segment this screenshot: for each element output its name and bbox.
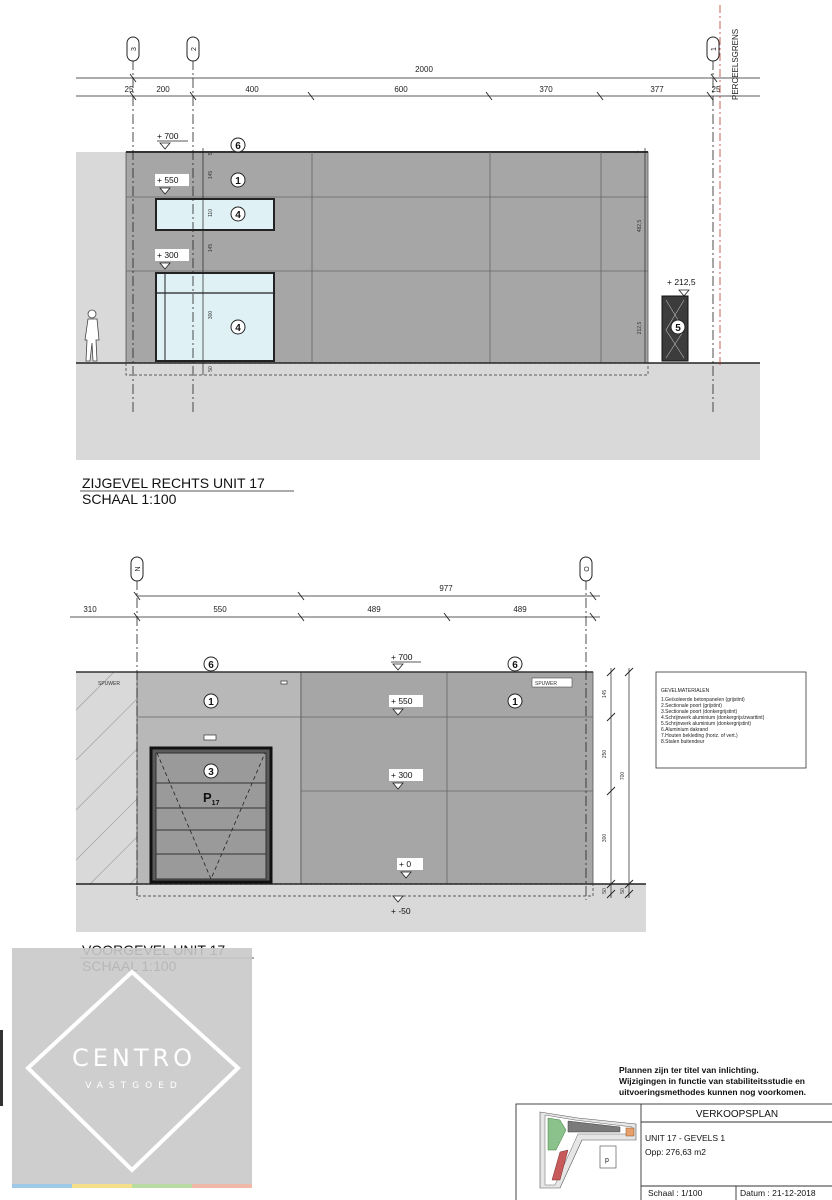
vdim-label: 250 — [602, 749, 608, 759]
svg-text:+ -50: + -50 — [391, 906, 411, 916]
vdim-label: 50 — [620, 888, 626, 894]
svg-text:4: 4 — [235, 210, 241, 221]
title-block-unit: UNIT 17 - GEVELS 1 — [645, 1133, 726, 1143]
legend-item: 4.Schrijnwerk aluminium (donkergrijs/zwarttint) — [661, 715, 765, 721]
dim-label: 370 — [539, 85, 553, 94]
svg-text:4: 4 — [235, 323, 241, 334]
dim-label: 200 — [156, 85, 170, 94]
legend-item: 5.Schrijnwerk aluminium (donkergrijstint) — [661, 721, 752, 727]
svg-text:+ 212,5: + 212,5 — [667, 277, 696, 287]
material-callout — [508, 694, 522, 708]
upper-window — [156, 199, 274, 230]
svg-text:+ 550: + 550 — [391, 696, 413, 706]
title-block — [516, 1104, 832, 1200]
mini-map-label: p — [605, 1157, 609, 1164]
material-callout — [204, 764, 218, 778]
title-block-scale: Schaal : 1/100 — [648, 1188, 703, 1198]
svg-text:6: 6 — [235, 141, 241, 152]
svg-text:1: 1 — [711, 47, 718, 51]
elevation-right — [76, 5, 760, 507]
material-callout — [671, 320, 685, 334]
spouwer-label: SPUWER — [535, 681, 557, 687]
lower-window — [156, 273, 274, 361]
grid-bubble — [707, 37, 719, 61]
title-block-heading: VERKOOPSPLAN — [695, 1109, 779, 1120]
dim-label: 489 — [367, 605, 381, 614]
svg-text:O: O — [584, 566, 591, 572]
watermark-brand: CENTRO — [71, 1044, 197, 1072]
material-callout — [231, 173, 245, 187]
watermark-sub: VASTGOED — [85, 1081, 183, 1091]
svg-text:+ 700: + 700 — [157, 131, 179, 141]
vdim-label: 5 — [635, 150, 641, 154]
vdim-label: 5 — [208, 152, 214, 156]
centro-watermark — [12, 948, 252, 1188]
svg-text:3: 3 — [208, 767, 214, 778]
lamp-fixture — [204, 735, 216, 740]
vdim-label: 110 — [208, 209, 214, 217]
watermark-stripe — [12, 1184, 72, 1188]
svg-text:Plannen zijn ter titel van inl: Plannen zijn ter titel van inlichting. — [619, 1065, 759, 1075]
hatched-neighbour — [76, 672, 137, 884]
watermark-stripe — [132, 1184, 192, 1188]
level-marker — [391, 652, 421, 670]
svg-text:3: 3 — [131, 47, 138, 51]
legend-item: 8.Stalen buitendeur — [661, 739, 705, 745]
dim-total-label: 977 — [439, 584, 453, 593]
material-callout — [508, 657, 522, 671]
level-marker — [665, 276, 707, 296]
material-callout — [231, 320, 245, 334]
dim-label: 377 — [650, 85, 664, 94]
svg-text:1: 1 — [208, 697, 214, 708]
watermark-stripe — [192, 1184, 252, 1188]
svg-text:6: 6 — [512, 660, 518, 671]
vdim-label: 50 — [602, 888, 608, 894]
dim-label: 25 — [124, 85, 134, 94]
vdim-label: 482,5 — [637, 219, 643, 233]
svg-text:+ 300: + 300 — [157, 250, 179, 260]
grid-bubble — [131, 557, 143, 581]
legend-item: 3.Sectionale poort (donkergrijstint) — [661, 709, 738, 715]
level-marker — [157, 131, 188, 149]
grid-bubble — [127, 37, 139, 61]
elevation-front — [70, 557, 806, 974]
dim-label: 550 — [213, 605, 227, 614]
title-block-date: Datum : 21-12-2018 — [740, 1188, 816, 1198]
svg-text:1: 1 — [512, 697, 518, 708]
svg-text:+ 550: + 550 — [157, 175, 179, 185]
disclaimer-note — [619, 1065, 806, 1097]
material-callout — [204, 657, 218, 671]
grid-bubble — [187, 37, 199, 61]
ground-area-right — [76, 363, 760, 460]
vdim-label: 300 — [602, 833, 608, 843]
vdim-label: 212,5 — [637, 321, 643, 335]
dim-total-label: 2000 — [415, 65, 433, 74]
ground-area-front — [76, 884, 646, 932]
vdim-label: 700 — [620, 771, 626, 781]
dim-label: 489 — [513, 605, 527, 614]
svg-text:+ 0: + 0 — [399, 859, 412, 869]
svg-text:N: N — [135, 566, 142, 572]
svg-text:6: 6 — [208, 660, 214, 671]
svg-text:Wijzigingen in functie van sta: Wijzigingen in functie van stabiliteitsstudie en — [619, 1076, 805, 1086]
elevation-right-scale: SCHAAL 1:100 — [82, 491, 177, 507]
svg-text:+ 700: + 700 — [391, 652, 413, 662]
material-callout — [231, 138, 245, 152]
spouwer-label: SPUWER — [98, 681, 120, 687]
materials-legend — [656, 672, 806, 768]
legend-item: 1.Geïsoleerde betonpanelen (grijstint) — [661, 697, 745, 703]
svg-text:2: 2 — [191, 47, 198, 51]
neighbour-wall — [76, 152, 126, 363]
svg-text:1: 1 — [235, 176, 241, 187]
door-label: $P_{17}$ — [203, 790, 220, 807]
material-callout — [204, 694, 218, 708]
title-block-area: Opp: 276,63 m2 — [645, 1147, 706, 1157]
legend-heading: GEVELMATERIALEN — [661, 688, 710, 694]
watermark-stripe — [72, 1184, 132, 1188]
vdim-label: 50 — [208, 366, 214, 372]
vent-fixture — [281, 681, 287, 684]
perceelsgrens-label: PERCEELSGRENS — [731, 28, 740, 100]
dim-label: 310 — [83, 605, 97, 614]
dim-label: 25 — [711, 85, 721, 94]
elevation-right-title: ZIJGEVEL RECHTS UNIT 17 — [82, 475, 265, 491]
svg-text:+ 300: + 300 — [391, 770, 413, 780]
legend-item: 7.Houten bekleding (horiz. of vert.) — [661, 733, 738, 739]
svg-text:uitvoeringsmethodes kunnen nog: uitvoeringsmethodes kunnen nog voorkomen. — [619, 1087, 807, 1097]
left-edge-mark — [0, 1030, 3, 1106]
legend-item: 2.Sectionale poort (grijstint) — [661, 703, 722, 709]
legend-item: 6.Aluminium dakrand — [661, 727, 708, 733]
vdim-label: 145 — [208, 243, 214, 253]
dim-label: 400 — [245, 85, 259, 94]
vdim-label: 145 — [602, 689, 608, 699]
dim-label: 600 — [394, 85, 408, 94]
vdim-label: 145 — [208, 170, 214, 180]
svg-text:5: 5 — [675, 323, 681, 334]
material-callout — [231, 207, 245, 221]
vdim-label: 300 — [208, 310, 214, 320]
grid-bubble — [580, 557, 592, 581]
